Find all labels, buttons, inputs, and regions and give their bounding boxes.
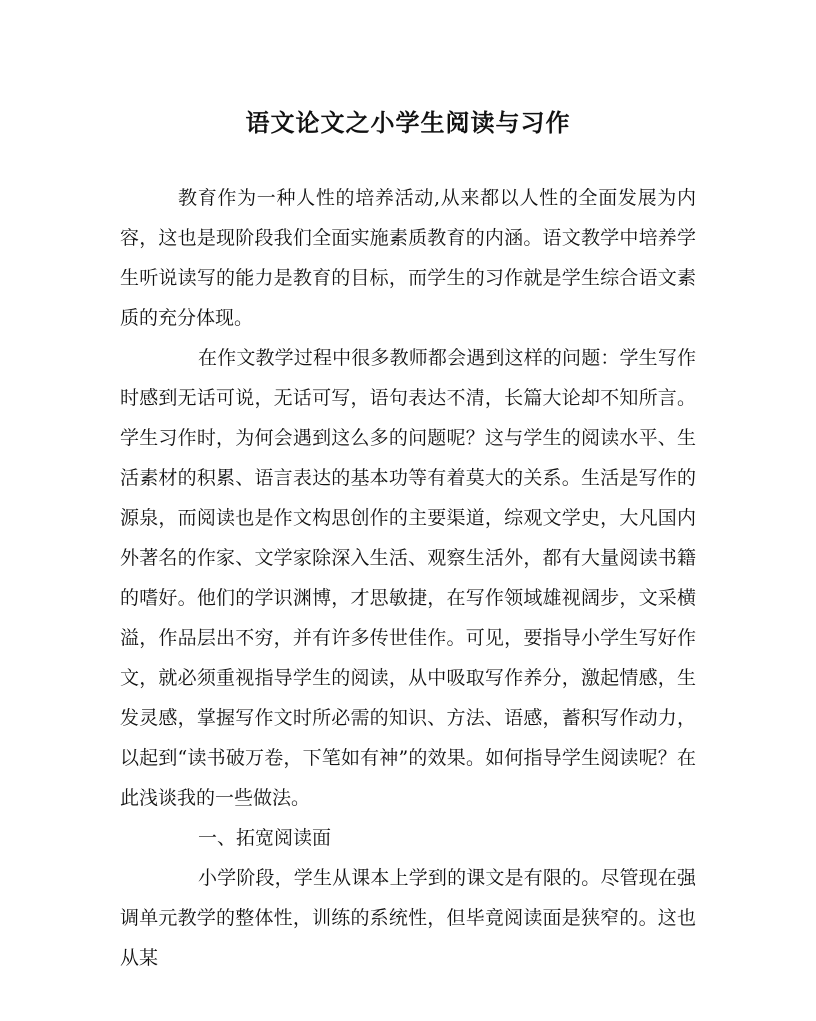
document-body xyxy=(120,178,696,978)
section-heading: 一、拓宽阅读面 xyxy=(198,827,332,849)
document-title: 语文论文之小学生阅读与习作 xyxy=(245,108,571,137)
paragraph-intro: 教育作为一种人性的培养活动,从来都以人性的全面发展为内容，这也是现阶段我们全面实施素质教育的内涵。语文教学中培养学生听说读写的能力是教育的目标，而学生的习作就是学生综合语文素质的充分体现。 xyxy=(120,187,696,329)
paragraph-section-one: 小学阶段，学生从课本上学到的课文是有限的。尽管现在强调单元教学的整体性，训练的系统性，但毕竟阅读面是狭窄的。这也从某 xyxy=(120,867,696,969)
paragraph-problems: 在作文教学过程中很多教师都会遇到这样的问题：学生写作时感到无话可说，无话可写，语句表达不清，长篇大论却不知所言。学生习作时，为何会遇到这么多的问题呢？这与学生的阅读水平、生活素材的积累、语言表达的基本功等有着莫大的关系。生活是写作的源泉，而阅读也是作文构思创作的主要渠道，综观文学史，大凡国内外著名的作家、文学家除深入生活、观察生活外，都有大量阅读书籍的嗜好。他们的学识渊博，才思敏捷，在写作领域雄视阔步，文采横溢，作品层出不穷，并有许多传世佳作。可见，要指导小学生写好作文，就必须重视指导学生的阅读，从中吸取写作养分，激起情感，生发灵感，掌握写作文时所必需的知识、方法、语感，蓄积写作动力，以起到“读书破万卷，下笔如有神”的效果。如何指导学生阅读呢？在此浅谈我的一些做法。 xyxy=(120,347,696,809)
